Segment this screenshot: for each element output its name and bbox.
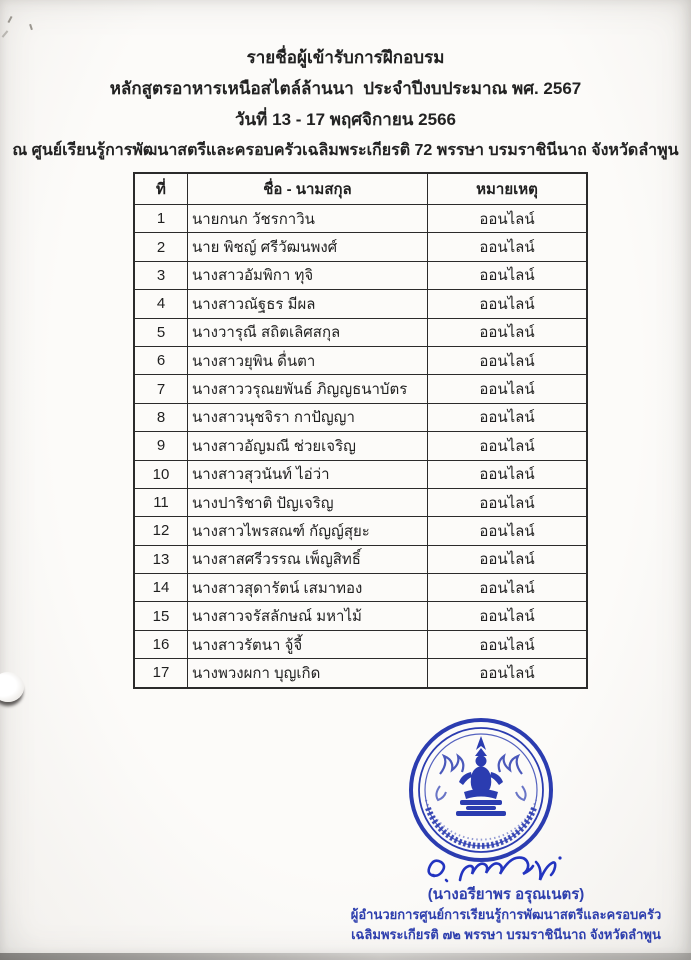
row-number: 9 [134,432,188,460]
signer-title-line2: เฉลิมพระเกียรติ ๗๒ พรรษา บรมราชินีนาถ จังหวัดลำพูน [351,927,661,942]
table-row [134,517,587,545]
row-remark: ออนไลน์ [428,346,588,374]
row-number: 15 [134,602,188,630]
table-row [134,346,587,374]
row-name: นาย พิชญ์ ศรีวัฒนพงศ์ [188,233,428,261]
table-row [134,432,587,460]
row-remark: ออนไลน์ [428,488,588,516]
row-name: นางสาสศรีวรรณ เพ็ญสิทธิ์ [188,545,428,573]
row-number: 3 [134,261,188,289]
row-number: 5 [134,318,188,346]
row-number: 8 [134,403,188,431]
document-title: รายชื่อผู้เข้ารับการฝึกอบรม [246,48,445,67]
participant-rows [134,205,587,688]
row-name: นางสาวยุพิน ดื่นตา [188,346,428,374]
row-number: 11 [134,488,188,516]
scan-pen-mark [29,24,33,30]
table-row [134,488,587,516]
row-remark: ออนไลน์ [428,630,588,658]
row-remark: ออนไลน์ [428,403,588,431]
row-number: 12 [134,517,188,545]
table-row [134,659,587,688]
row-number: 4 [134,290,188,318]
table-row [134,205,587,233]
table-row [134,403,587,431]
row-name: นางสาวไพรสณฑ์ กัญญ์สุยะ [188,517,428,545]
table-row [134,233,587,261]
row-remark: ออนไลน์ [428,602,588,630]
row-name: นางสาวสุดารัตน์ เสมาทอง [188,574,428,602]
row-remark: ออนไลน์ [428,318,588,346]
scan-pen-mark [2,30,9,37]
scan-bottom-shadow [0,953,691,960]
header-no: ที่ [134,173,188,205]
signer-name: (นางอรียาพร อรุณเนตร) [427,886,585,903]
row-name: นางสาวอัมพิกา ทุจิ [188,261,428,289]
scan-edge-artifact [0,672,24,702]
table-row [134,545,587,573]
row-name: นางสาวสุวนันท์ ไอ่ว่า [188,460,428,488]
row-number: 10 [134,460,188,488]
row-remark: ออนไลน์ [428,432,588,460]
row-number: 6 [134,346,188,374]
table-row [134,318,587,346]
table-row [134,574,587,602]
row-remark: ออนไลน์ [428,261,588,289]
row-name: นางสาววรุณยพันธ์ ภิญญธนาบัตร [188,375,428,403]
table-header-row [134,173,587,205]
row-number: 17 [134,659,188,688]
table-row [134,261,587,289]
table-row [134,630,587,658]
participant-table [133,172,588,689]
document-header [0,42,691,166]
header-remark: หมายเหตุ [428,173,588,205]
scan-pen-mark [7,16,12,23]
row-name: นางพวงผกา บุญเกิด [188,659,428,688]
row-number: 1 [134,205,188,233]
row-number: 2 [134,233,188,261]
row-name: นางสาวนุชจิรา กาปัญญา [188,403,428,431]
row-name: นางปาริชาติ ปัญเจริญ [188,488,428,516]
row-name: นายกนก วัชรกาวิน [188,205,428,233]
row-name: นางสาวรัตนา จู้จี้ [188,630,428,658]
row-name: นางวารุณี สถิตเลิศสกุล [188,318,428,346]
table-row [134,375,587,403]
row-name: นางสาวอัญมณี ช่วยเจริญ [188,432,428,460]
row-remark: ออนไลน์ [428,290,588,318]
row-name: นางสาวจรัสลักษณ์ มหาไม้ [188,602,428,630]
venue-line: ณ ศูนย์เรียนรู้การพัฒนาสตรีและครอบครัวเฉลิมพระเกียรติ 72 พรรษา บรมราชินีนาถ จังหวัดลำพูน [12,142,679,159]
row-number: 16 [134,630,188,658]
row-remark: ออนไลน์ [428,205,588,233]
row-name: นางสาวณัฐธร มีผล [188,290,428,318]
course-title: หลักสูตรอาหารเหนือสไตล์ล้านนา ประจำปีงบประมาณ พศ. 2567 [109,79,582,98]
row-remark: ออนไลน์ [428,574,588,602]
row-remark: ออนไลน์ [428,375,588,403]
signer-block [320,884,691,945]
signer-title-line1: ผู้อำนวยการศูนย์การเรียนรู้การพัฒนาสตรีและครอบครัว [350,907,662,922]
row-remark: ออนไลน์ [428,517,588,545]
row-number: 14 [134,574,188,602]
row-number: 7 [134,375,188,403]
table-row [134,602,587,630]
row-remark: ออนไลน์ [428,659,588,688]
table-row [134,290,587,318]
table-row [134,460,587,488]
row-number: 13 [134,545,188,573]
row-remark: ออนไลน์ [428,233,588,261]
row-remark: ออนไลน์ [428,545,588,573]
date-line: วันที่ 13 - 17 พฤศจิกายน 2566 [235,110,456,129]
row-remark: ออนไลน์ [428,460,588,488]
header-name: ชื่อ - นามสกุล [188,173,428,205]
